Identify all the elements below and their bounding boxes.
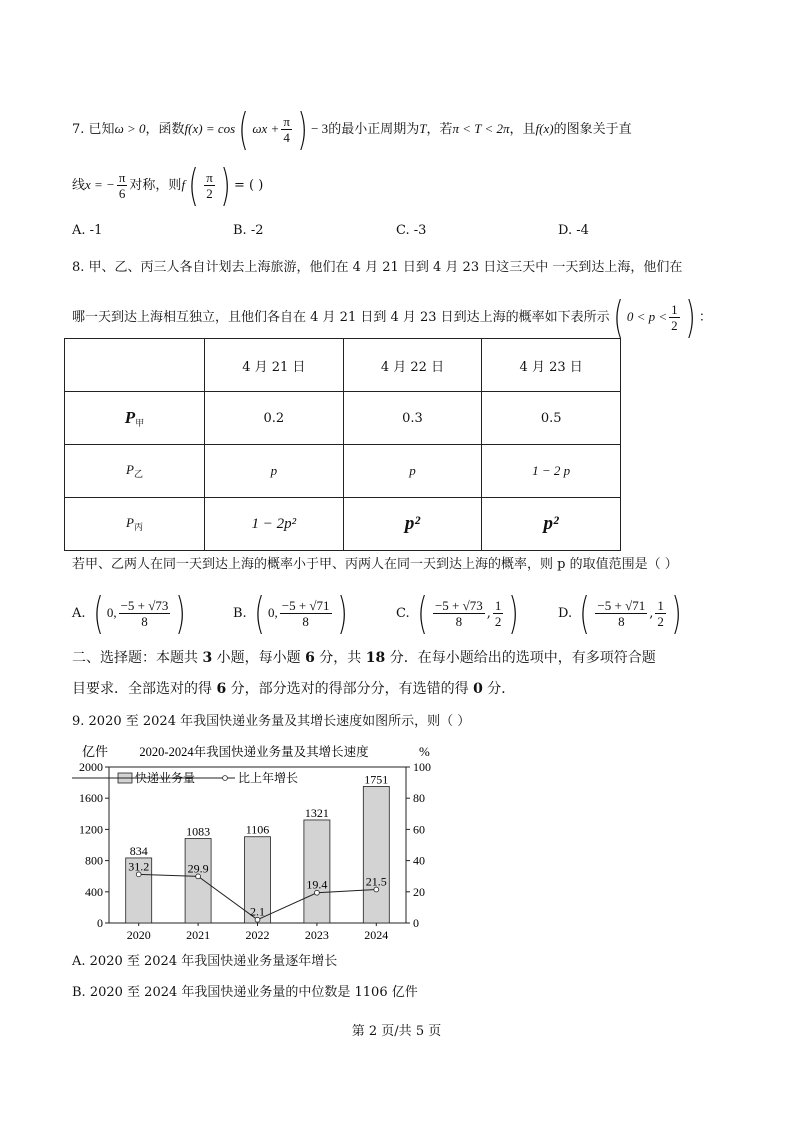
q8-option-b[interactable]: B. ( 0, $\frac{-5 + √71}{8}$ ) bbox=[233, 588, 348, 639]
page-footer: 第 2 页/共 5 页 bbox=[351, 1024, 442, 1039]
y-tick-label: 800 bbox=[85, 853, 103, 868]
bar bbox=[363, 786, 389, 923]
q7-option-b[interactable]: B. -2 bbox=[233, 223, 264, 238]
pi-over-2: $\frac{\pi}{2}$ bbox=[206, 170, 213, 201]
q8-option-d[interactable]: D. ( $\frac{-5 + √71}{8}$ , $\frac{1}{2}$ ) bbox=[558, 588, 682, 639]
y2-tick-label: 80 bbox=[413, 791, 425, 806]
x-tick-label: 2021 bbox=[186, 928, 211, 942]
table-row: $P_乙$ p p 1 − 2 p bbox=[65, 445, 621, 498]
bar-value-label: 1083 bbox=[186, 824, 211, 839]
table-row: $P_丙$ 1 − 2p² p² p² bbox=[65, 498, 621, 551]
q7-option-c[interactable]: C. -3 bbox=[396, 223, 427, 238]
probability-table bbox=[64, 338, 621, 551]
q8-option-c[interactable]: C. ( $\frac{-5 + √73}{8}$ , $\frac{1}{2}$ ) bbox=[396, 588, 520, 639]
x-tick-label: 2023 bbox=[304, 928, 329, 942]
q7-line2: 线x = − $\frac{\pi}{6}$ 对称，则f( $\frac{\pi}{2}$ ) = ( ) bbox=[72, 160, 264, 211]
one-half: $\frac{1}{2}$ bbox=[671, 302, 678, 333]
y-tick-label: 0 bbox=[97, 916, 103, 930]
chart-title: 2020-2024年我国快递业务量及其增长速度 bbox=[139, 745, 369, 759]
legend-line-marker bbox=[223, 776, 228, 781]
growth-value-label: 2.1 bbox=[250, 904, 265, 919]
q8-question: 若甲、乙两人在同一天到达上海的概率小于甲、丙两人在同一天到达上海的概率，则 p 的取值范围是（ ） bbox=[72, 557, 678, 572]
pi-over-4: $\frac{\pi}{4}$ bbox=[283, 114, 290, 145]
bar bbox=[304, 820, 330, 923]
growth-value-label: 19.4 bbox=[306, 877, 328, 892]
growth-value-label: 29.9 bbox=[187, 861, 209, 876]
y2-tick-label: 20 bbox=[413, 884, 425, 899]
q7-option-d[interactable]: D. -4 bbox=[558, 223, 589, 238]
q7-line1: 7. 已知ω > 0，函数f(x) = cos( ωx + $\frac{\pi}{4}$ ) − 3的最小正周期为T，若π < T < 2π，且f(x)的图象关于直 bbox=[72, 104, 632, 155]
bar-value-label: 1321 bbox=[304, 805, 329, 820]
y-tick-label: 2000 bbox=[79, 760, 103, 774]
left-paren: ( bbox=[238, 104, 249, 155]
bar bbox=[185, 839, 211, 923]
y2-tick-label: 40 bbox=[413, 853, 425, 868]
q9-option-a[interactable]: A. 2020 至 2024 年我国快递业务量逐年增长 bbox=[72, 954, 338, 969]
chart-legend bbox=[72, 770, 298, 785]
q8-option-a[interactable]: A. ( 0, $\frac{-5 + √73}{8}$ ) bbox=[72, 588, 187, 639]
legend-bar-label: 快递业务量 bbox=[135, 771, 196, 785]
table-row: $P_甲$ 0.2 0.3 0.5 bbox=[65, 392, 621, 445]
section2-line1: 二、选择题：本题共 3 小题，每小题 6 分，共 18 分．在每小题给出的选项中，有多项符合题 bbox=[72, 650, 656, 666]
y-axis-label: 亿件 bbox=[82, 744, 109, 759]
y-tick-label: 400 bbox=[85, 884, 103, 899]
y2-tick-label: 60 bbox=[413, 822, 425, 837]
legend-line-label: 比上年增长 bbox=[238, 771, 299, 785]
y2-tick-label: 0 bbox=[413, 916, 419, 930]
y-tick-label: 1200 bbox=[79, 822, 103, 837]
q8-line1: 8. 甲、乙、丙三人各自计划去上海旅游，他们在 4 月 21 日到 4 月 23 日这三天中 一天到达上海，他们在 bbox=[72, 260, 683, 275]
right-paren: ) bbox=[297, 104, 308, 155]
section2-line2: 目要求．全部选对的得 6 分，部分选对的得部分分，有选错的得 0 分． bbox=[72, 681, 516, 697]
bar-value-label: 834 bbox=[129, 843, 148, 858]
growth-value-label: 21.5 bbox=[365, 874, 387, 889]
bar-value-label: 1106 bbox=[245, 822, 270, 837]
q8-line2: 哪一天到达上海相互独立，且他们各自在 4 月 21 日到 4 月 23 日到达上海的概率如下表所示( 0 < p < $\frac{1}{2}$ ) ： bbox=[72, 292, 712, 343]
table-header-row: 4 月 21 日 4 月 22 日 4 月 23 日 bbox=[65, 339, 621, 392]
bar-value-label: 1751 bbox=[364, 772, 389, 787]
q9-option-b[interactable]: B. 2020 至 2024 年我国快递业务量的中位数是 1106 亿件 bbox=[72, 985, 418, 1000]
q9-stem: 9. 2020 至 2024 年我国快递业务量及其增长速度如图所示，则（ ） bbox=[72, 714, 471, 729]
y-tick-label: 1600 bbox=[79, 791, 103, 806]
growth-value-label: 31.2 bbox=[128, 859, 150, 874]
x-tick-label: 2022 bbox=[245, 928, 270, 942]
pi-over-6: $\frac{\pi}{6}$ bbox=[118, 170, 126, 201]
q7-number: 7. bbox=[72, 122, 85, 137]
express-volume-chart bbox=[72, 740, 442, 945]
y2-tick-label: 100 bbox=[413, 760, 431, 774]
x-tick-label: 2024 bbox=[364, 928, 389, 942]
q7-option-a[interactable]: A. -1 bbox=[72, 223, 103, 238]
y2-axis-label: % bbox=[419, 744, 430, 759]
x-tick-label: 2020 bbox=[126, 928, 151, 942]
